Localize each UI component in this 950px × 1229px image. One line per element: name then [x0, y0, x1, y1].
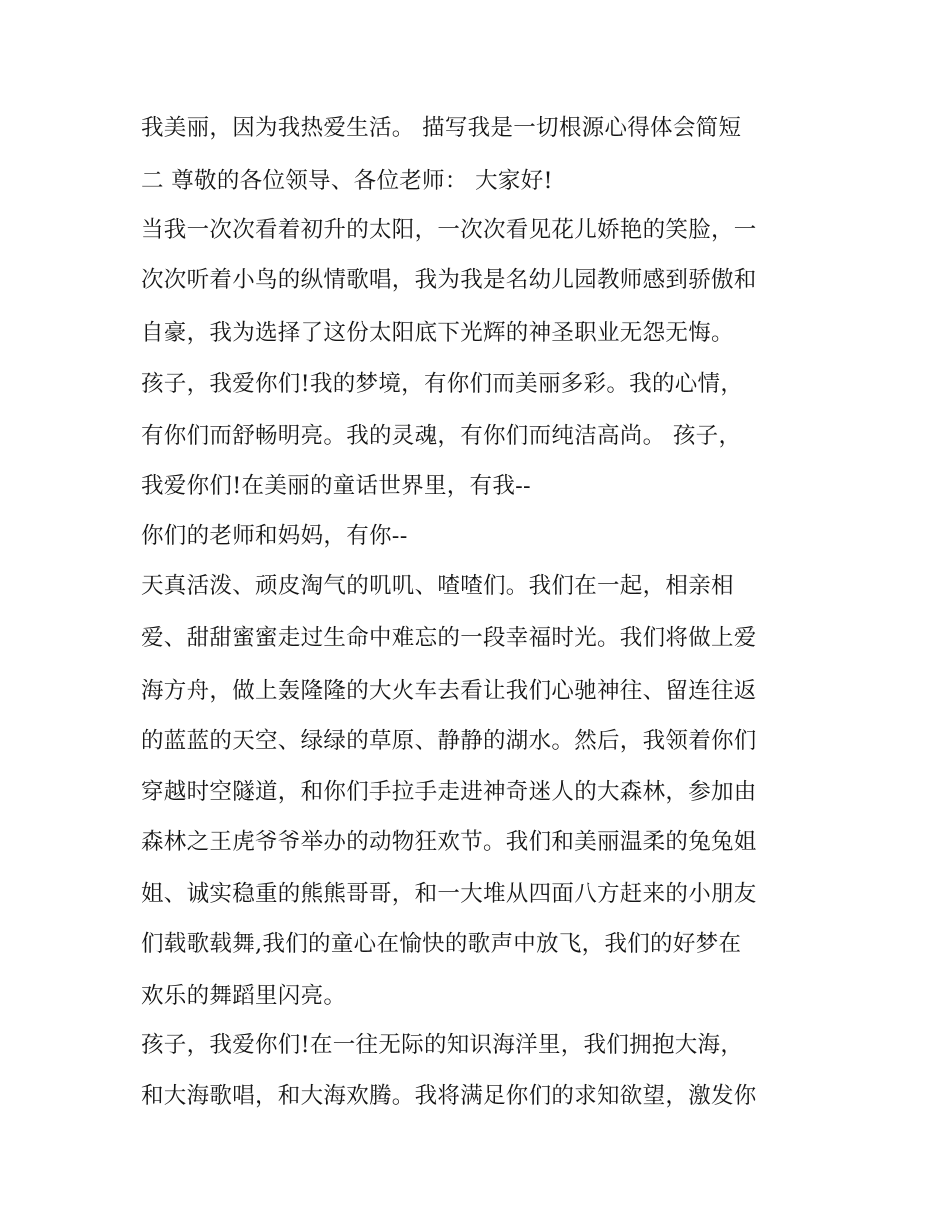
text-line: 有你们而舒畅明亮。我的灵魂，有你们而纯洁高尚。 孩子， [141, 423, 742, 449]
text-line: 和大海歌唱，和大海欢腾。我将满足你们的求知欲望，激发你 [141, 1083, 757, 1109]
text-line: 姐、诚实稳重的熊熊哥哥，和一大堆从四面八方赶来的小朋友 [141, 881, 757, 907]
text-line: 天真活泼、顽皮淘气的叽叽、喳喳们。我们在一起，相亲相 [141, 573, 734, 599]
text-line: 我美丽，因为我热爱生活。 描写我是一切根源心得体会简短 [141, 115, 742, 141]
text-line: 孩子，我爱你们!在一往无际的知识海洋里，我们拥抱大海， [141, 1032, 744, 1058]
text-line: 欢乐的舞蹈里闪亮。 [141, 983, 347, 1009]
text-line: 森林之王虎爷爷举办的动物狂欢节。我们和美丽温柔的兔兔姐 [141, 829, 757, 855]
text-line: 当我一次次看着初升的太阳，一次次看见花儿娇艳的笑脸，一 [141, 217, 757, 243]
text-line: 我爱你们!在美丽的童话世界里，有我-- [141, 473, 531, 499]
text-line: 海方舟，做上轰隆隆的大火车去看让我们心驰神往、留连往返 [141, 678, 757, 704]
text-line: 穿越时空隧道，和你们手拉手走进神奇迷人的大森林，参加由 [141, 779, 757, 805]
text-line: 们载歌载舞,我们的童心在愉快的歌声中放飞，我们的好梦在 [141, 931, 742, 957]
text-line: 你们的老师和妈妈，有你-- [141, 523, 408, 549]
text-line: 孩子，我爱你们!我的梦境，有你们而美丽多彩。我的心情， [141, 371, 744, 397]
text-line: 的蓝蓝的天空、绿绿的草原、静静的湖水。然后，我领着你们 [141, 728, 757, 754]
text-line: 自豪，我为选择了这份太阳底下光辉的神圣职业无怨无悔。 [141, 320, 734, 346]
text-line: 次次听着小鸟的纵情歌唱，我为我是名幼儿园教师感到骄傲和 [141, 267, 757, 293]
text-line: 二 尊敬的各位领导、各位老师： 大家好! [141, 168, 553, 194]
text-line: 爱、甜甜蜜蜜走过生命中难忘的一段幸福时光。我们将做上爱 [141, 625, 757, 651]
